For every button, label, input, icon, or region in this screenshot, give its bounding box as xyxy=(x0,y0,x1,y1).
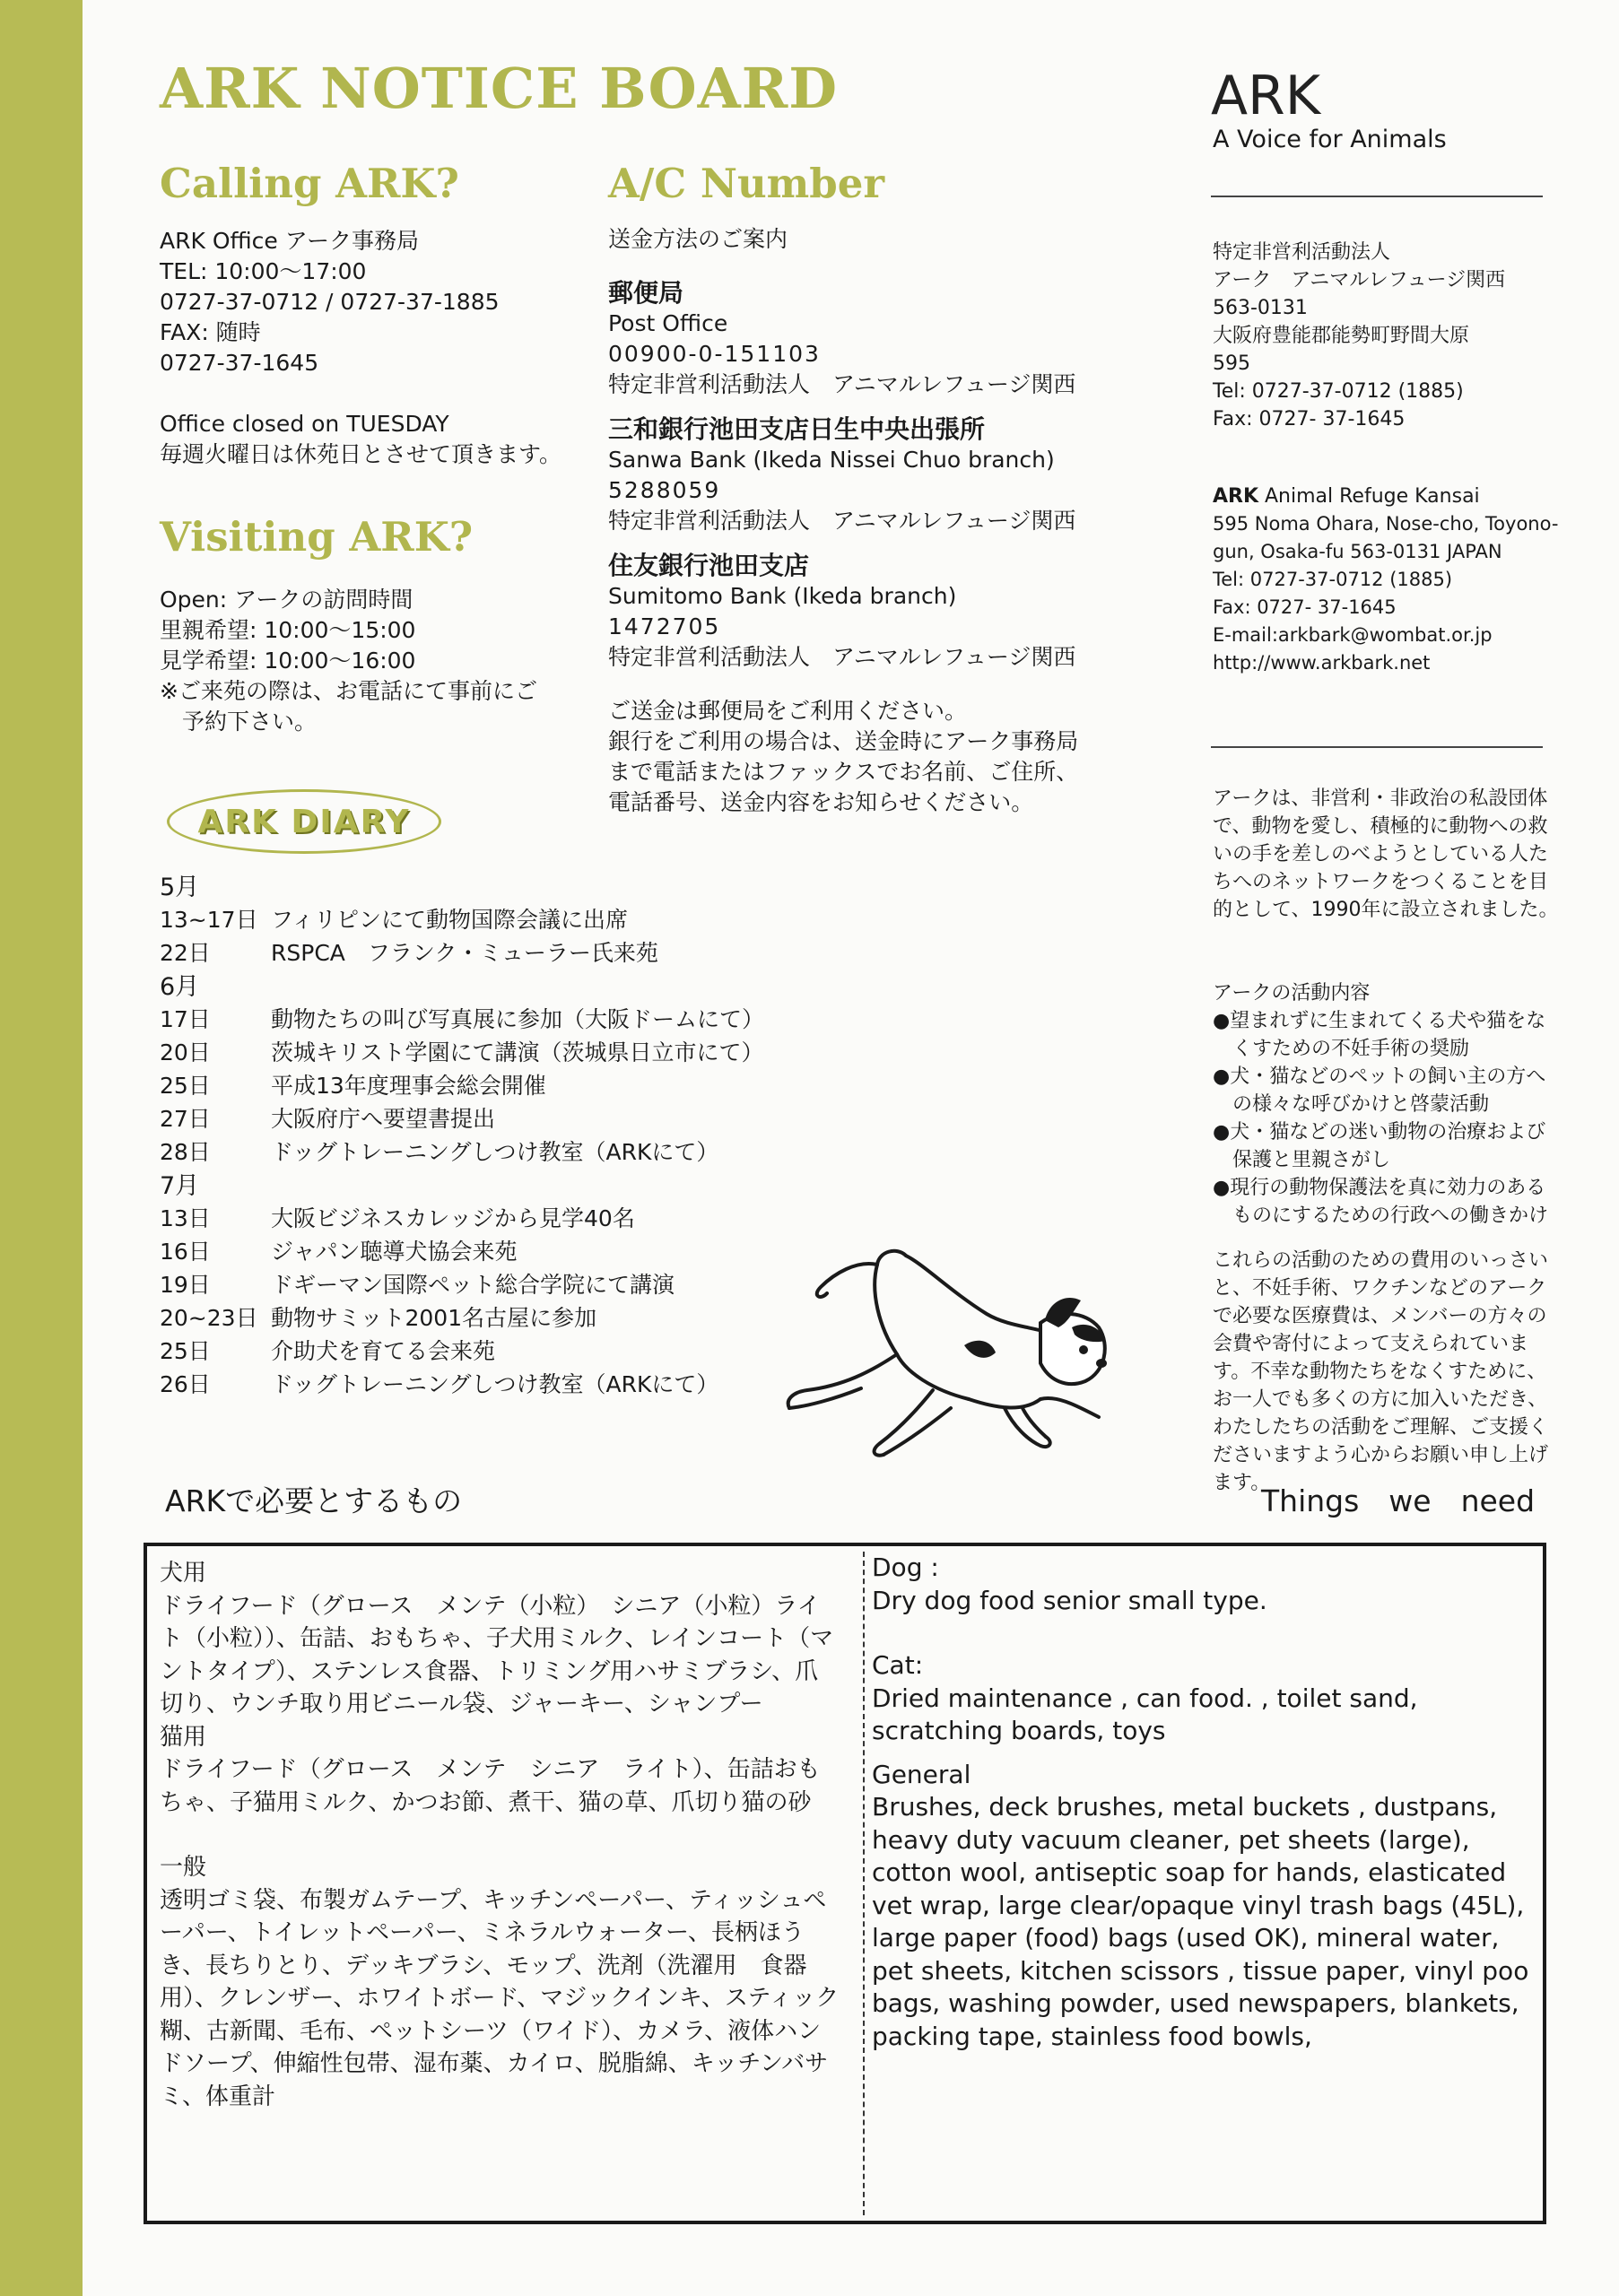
diary-entry xyxy=(160,935,734,968)
account-note-line: ご送金は郵便局をご利用ください。 xyxy=(608,698,968,724)
ark-funding-line: これらの活動のための費用のいっさい xyxy=(1213,1249,1549,1272)
account-note-line: 電話番号、送金内容をお知らせください。 xyxy=(608,789,1034,815)
bank-number-sanwa: 5288059 xyxy=(608,477,721,503)
visiting-title: Visiting ARK? xyxy=(160,513,474,561)
diary-event: フィリピンにて動物国際会議に出席 xyxy=(271,906,629,933)
account-note xyxy=(608,696,1110,818)
needs-en-dog: Dry dog food senior small type. xyxy=(872,1585,1267,1615)
needs-en-general: Brushes, deck brushes, metal buckets , dustpans, heavy duty vacuum cleaner, pet sheets (large), cotton wool, antiseptic soap for hands, elasticated vet wrap, large clear/opaque vinyl trash bags (45L), large paper (food) bags (used OK), mineral water, pet sheets, kitchen scissors , tissue paper, vinyl poo bags, washing powder, used newspapers, blankets, packing tape, stainless food bowls, xyxy=(872,1792,1529,2051)
ark-en-address-line: http://www.arkbark.net xyxy=(1213,652,1431,674)
needs-en-general-title: General xyxy=(872,1759,971,1789)
diary-event: 平成13年度理事会総会開催 xyxy=(271,1072,546,1099)
ark-logo: ARK xyxy=(1211,65,1321,127)
account-intro: 送金方法のご案内 xyxy=(608,226,788,252)
ark-en-address xyxy=(1213,510,1558,677)
calling-line: Office closed on TUESDAY xyxy=(160,411,449,437)
calling-line: 0727-37-1645 xyxy=(160,350,319,376)
ark-activity-line: ●犬・猫などの迷い動物の治療および xyxy=(1213,1121,1546,1144)
left-color-stripe xyxy=(0,0,83,2296)
diary-month: 5月 xyxy=(160,874,200,901)
ark-activity-line: 保護と里親さがし xyxy=(1213,1149,1391,1171)
visiting-line: ※ご来苑の際は、お電話にて事前にご xyxy=(160,678,537,704)
ark-jp-address-line: Tel: 0727-37-0712 (1885) xyxy=(1213,380,1464,403)
account-note-line: まで電話またはファックスでお名前、ご住所、 xyxy=(608,759,1079,785)
needs-jp-dog-title: 犬用 xyxy=(160,1560,207,1587)
ark-funding-line: で必要な医療費は、メンバーの方々の xyxy=(1213,1305,1547,1327)
ark-activity-line: ●望まれずに生まれてくる犬や猫をな xyxy=(1213,1010,1546,1032)
calling-title: Calling ARK? xyxy=(160,160,459,207)
diary-entry xyxy=(160,901,734,935)
ark-about-line: 的として、1990年に設立されました。 xyxy=(1213,899,1559,921)
diary-event: ドッグトレーニングしつけ教室（ARKにて） xyxy=(271,1138,719,1165)
ark-en-address-line: 595 Noma Ohara, Nose-cho, Toyono- xyxy=(1213,513,1559,535)
ark-activity-line: くすための不妊手術の奨励 xyxy=(1213,1038,1470,1060)
ark-funding-line: す。不幸な動物たちをなくすために、 xyxy=(1213,1361,1547,1383)
ark-about-line: で、動物を愛し、積極的に動物への救 xyxy=(1213,815,1548,838)
diary-event: ジャパン聴導犬協会来苑 xyxy=(271,1238,518,1265)
bank-en-sanwa: Sanwa Bank (Ikeda Nissei Chuo branch) xyxy=(608,447,1055,473)
ark-jp-address-line: 特定非営利活動法人 xyxy=(1213,241,1391,264)
diary-event: 大阪ビジネスカレッジから見学40名 xyxy=(271,1205,635,1231)
needs-jp-cat: ドライフード（グロース メンテ シニア ライト）、缶詰おもちゃ、子猫用ミルク、かつお節、煮干、猫の草、爪切り猫の砂 xyxy=(160,1756,821,1816)
bank-name-sumitomo: 住友銀行池田支店 xyxy=(608,551,810,580)
diary-badge xyxy=(167,789,441,854)
ark-activity-line: の様々な呼びかけと啓蒙活動 xyxy=(1213,1093,1490,1116)
diary-event: 動物たちの叫び写真展に参加（大阪ドームにて） xyxy=(271,1005,765,1032)
diary-event: ドギーマン国際ペット総合学院にて講演 xyxy=(271,1271,675,1298)
ark-en-org-bold: ARK xyxy=(1213,485,1259,508)
diary-day: 16日 xyxy=(160,1238,211,1265)
ark-en-address-line: gun, Osaka-fu 563-0131 JAPAN xyxy=(1213,541,1502,562)
account-info xyxy=(608,224,1110,818)
ark-about-line: いの手を差しのべようとしている人た xyxy=(1213,843,1549,865)
bank-name-sanwa: 三和銀行池田支店日生中央出張所 xyxy=(608,414,986,444)
diary-day: 13~17日 xyxy=(160,906,258,933)
needs-divider xyxy=(863,1552,865,2215)
activities-title: アークの活動内容 xyxy=(1213,982,1371,1004)
calling-line: FAX: 随時 xyxy=(160,319,261,345)
diary-day: 26日 xyxy=(160,1370,211,1397)
ark-en-address-line: E-mail:arkbark@wombat.or.jp xyxy=(1213,624,1493,646)
ark-funding-line: ださいますよう心からお願い申し上げ xyxy=(1213,1444,1549,1466)
ark-jp-address xyxy=(1213,239,1505,433)
diary-day: 20~23日 xyxy=(160,1304,258,1331)
diary-entry xyxy=(160,1266,734,1300)
visiting-line: 見学希望: 10:00～16:00 xyxy=(160,648,416,674)
diary-entry xyxy=(160,1134,734,1167)
diary-month: 6月 xyxy=(160,973,200,1001)
ark-activity-line: ●現行の動物保護法を真に効力のある xyxy=(1213,1177,1546,1199)
ark-jp-address-line: 563-0131 xyxy=(1213,297,1308,319)
diary-day: 22日 xyxy=(160,939,211,966)
diary-day: 17日 xyxy=(160,1005,211,1032)
ark-funding-line: 会費や寄付によって支えられていま xyxy=(1213,1333,1529,1355)
ark-funding-line: わたしたちの活動をご理解、ご支援く xyxy=(1213,1416,1549,1439)
needs-en-dog-title: Dog : xyxy=(872,1552,939,1582)
ark-jp-address-line: 大阪府豊能郡能勢町野間大原 xyxy=(1213,325,1470,347)
diary-entry xyxy=(160,1034,764,1067)
ark-tagline: A Voice for Animals xyxy=(1213,126,1447,153)
bank-number-post: 00900-0-151103 xyxy=(608,341,821,367)
ark-funding xyxy=(1213,1247,1548,1497)
visiting-info xyxy=(160,585,537,737)
ark-en-org xyxy=(1213,483,1480,510)
bank-holder-post: 特定非営利活動法人 アニマルレフュージ関西 xyxy=(608,371,1076,397)
ark-about-line: アークは、非営利・非政治の私設団体 xyxy=(1213,787,1548,810)
needs-en-cat-title: Cat: xyxy=(872,1650,924,1680)
diary-day: 25日 xyxy=(160,1072,211,1099)
visiting-line: Open: アークの訪問時間 xyxy=(160,587,413,613)
calling-line: TEL: 10:00～17:00 xyxy=(160,258,367,284)
diary-event: 茨城キリスト学園にて講演（茨城県日立市にて） xyxy=(271,1039,764,1065)
diary-event: 介助犬を育てる会来苑 xyxy=(271,1337,496,1364)
needs-title-en: Things we need xyxy=(1261,1483,1536,1518)
ark-en-org-rest: Animal Refuge Kansai xyxy=(1258,485,1480,508)
diary-entry xyxy=(160,1233,734,1266)
diary-list xyxy=(160,868,765,1399)
diary-entry xyxy=(160,1300,734,1333)
divider xyxy=(1211,196,1543,197)
diary-badge-label: ARK DIARY xyxy=(197,803,411,840)
calling-line: 0727-37-0712 / 0727-37-1885 xyxy=(160,289,500,315)
bank-name-post: 郵便局 xyxy=(608,278,684,308)
ark-activity-line: ものにするための行政への働きかけ xyxy=(1213,1205,1549,1227)
needs-title-jp: ARKで必要とするもの xyxy=(165,1483,463,1518)
visiting-line: 里親希望: 10:00～15:00 xyxy=(160,617,416,643)
running-dog-illustration xyxy=(771,1238,1112,1462)
calling-info xyxy=(160,226,561,470)
calling-line xyxy=(160,378,561,409)
page-title: ARK NOTICE BOARD xyxy=(160,56,839,121)
ark-jp-address-line: Fax: 0727- 37-1645 xyxy=(1213,408,1406,430)
diary-entry xyxy=(160,1200,734,1233)
diary-entry xyxy=(160,1067,734,1100)
bank-number-sumitomo: 1472705 xyxy=(608,613,721,639)
diary-event: RSPCA フランク・ミューラー氏来苑 xyxy=(271,939,658,966)
ark-funding-line: と、不妊手術、ワクチンなどのアーク xyxy=(1213,1277,1547,1300)
calling-line: ARK Office アーク事務局 xyxy=(160,228,419,254)
ark-about-line: ちへのネットワークをつくることを目 xyxy=(1213,871,1549,893)
diary-day: 20日 xyxy=(160,1039,211,1065)
account-title: A/C Number xyxy=(608,160,885,207)
divider xyxy=(1211,746,1543,748)
needs-jp-general: 透明ゴミ袋、布製ガムテープ、キッチンペーパー、ティッシュペーパー、トイレットペーパー、ミネラルウォーター、長柄ほうき、長ちりとり、デッキブラシ、モップ、洗剤（洗濯用 食器用）、クレンザー、ホワイトボード、マジックインキ、スティック糊、古新聞、毛布、ペットシーツ（ワイド）、カメラ、液体ハンドソープ、伸縮性包帯、湿布薬、カイロ、脱脂綿、キッチンバサミ、体重計 xyxy=(160,1886,840,2110)
needs-jp-dog: ドライフード（グロース メンテ（小粒） シニア（小粒）ライト（小粒））、缶詰、おもちゃ、子犬用ミルク、レインコート（マントタイプ）、ステンレス食器、トリミング用ハサミブラシ、爪切り、ウンチ取り用ビニール袋、ジャーキー、シャンプー xyxy=(160,1592,834,1718)
needs-jp-cat-title: 猫用 xyxy=(160,1723,207,1751)
diary-entry xyxy=(160,1366,734,1399)
diary-month: 7月 xyxy=(160,1172,200,1200)
bank-en-sumitomo: Sumitomo Bank (Ikeda branch) xyxy=(608,583,957,609)
account-note-line: 銀行をご利用の場合は、送金時にアーク事務局 xyxy=(608,728,1079,754)
ark-activities xyxy=(1213,1007,1548,1230)
ark-activity-line: ●犬・猫などのペットの飼い主の方へ xyxy=(1213,1065,1546,1088)
diary-day: 13日 xyxy=(160,1205,211,1231)
ark-funding-line: お一人でも多くの方に加入いただき、 xyxy=(1213,1388,1548,1411)
needs-en xyxy=(872,1552,1536,2053)
diary-day: 27日 xyxy=(160,1105,211,1132)
diary-event: 動物サミット2001名古屋に参加 xyxy=(271,1304,597,1331)
visiting-line: 予約下さい。 xyxy=(160,709,318,735)
calling-line: 毎週火曜日は休苑日とさせて頂きます。 xyxy=(160,441,562,467)
diary-event: ドッグトレーニングしつけ教室（ARKにて） xyxy=(271,1370,719,1397)
diary-day: 28日 xyxy=(160,1138,211,1165)
bank-holder-sumitomo: 特定非営利活動法人 アニマルレフュージ関西 xyxy=(608,644,1076,670)
ark-en-address-line: Tel: 0727-37-0712 (1885) xyxy=(1213,569,1453,590)
diary-entry xyxy=(160,1100,734,1134)
ark-jp-address-line: アーク アニマルレフュージ関西 xyxy=(1213,269,1506,291)
needs-jp xyxy=(160,1557,841,2113)
ark-about xyxy=(1213,785,1559,924)
ark-funding-line: ます。 xyxy=(1213,1472,1271,1494)
needs-jp-general-title: 一般 xyxy=(160,1854,207,1881)
ark-jp-address-line: 595 xyxy=(1213,352,1250,375)
diary-day: 25日 xyxy=(160,1337,211,1364)
diary-event: 大阪府庁へ要望書提出 xyxy=(271,1105,496,1132)
ark-en-address-line: Fax: 0727- 37-1645 xyxy=(1213,596,1397,618)
needs-en-cat: Dried maintenance , can food. , toilet sand, scratching boards, toys xyxy=(872,1683,1418,1745)
diary-entry xyxy=(160,1001,765,1034)
bank-en-post: Post Office xyxy=(608,310,728,336)
diary-day: 19日 xyxy=(160,1271,211,1298)
diary-entry xyxy=(160,1333,734,1366)
bank-holder-sanwa: 特定非営利活動法人 アニマルレフュージ関西 xyxy=(608,508,1076,534)
